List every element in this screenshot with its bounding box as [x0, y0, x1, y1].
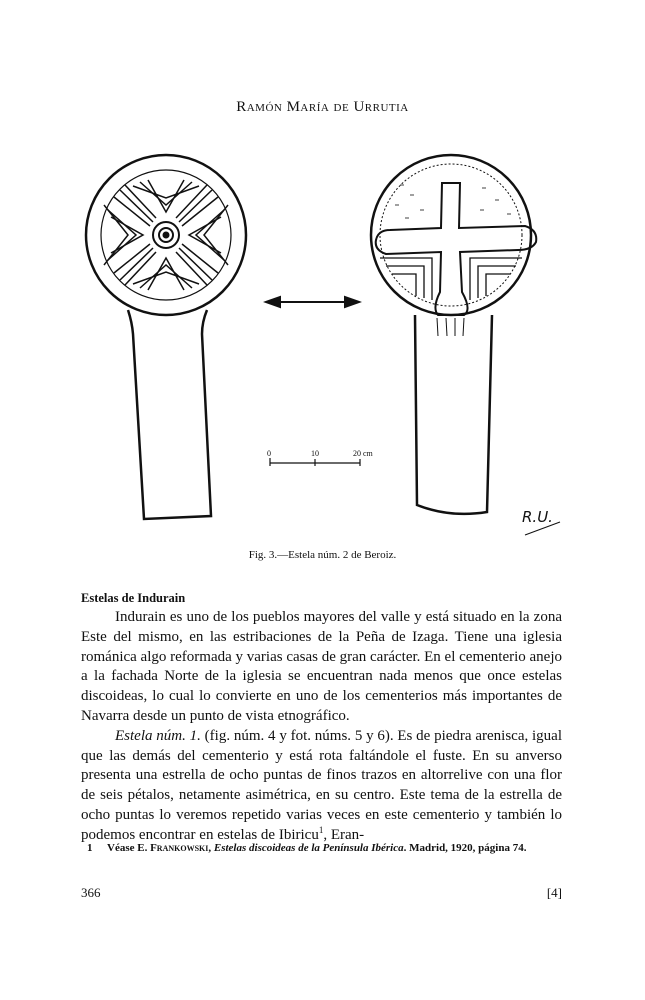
footnote-lead: Véase E.	[107, 842, 151, 854]
figure-stela-drawing	[70, 150, 580, 550]
stela-back	[371, 155, 536, 514]
footnote-title: Estelas discoideas de la Península Ibérica	[213, 842, 404, 854]
figure-caption: Fig. 3.—Estela núm. 2 de Beroiz.	[248, 549, 397, 561]
stela-illustration	[70, 150, 580, 550]
scale-label-0: 0	[267, 449, 271, 458]
scale-label-10: 10	[311, 449, 319, 458]
double-arrow	[266, 297, 359, 307]
stela-front	[86, 155, 246, 519]
section-heading: Estelas de Indurain	[81, 591, 186, 605]
scale-bar	[270, 458, 360, 466]
footnote-author: Frankowski	[150, 842, 209, 854]
paragraph-2-lead: Estela núm. 1.	[115, 727, 201, 744]
artist-signature: R.U.	[522, 508, 553, 526]
scale-label-20: 20 cm	[353, 449, 373, 458]
paragraph-2-text: (fig. núm. 4 y fot. núms. 5 y 6). Es de piedra arenisca, igual que las demás del cementerio y está rota faltándole el fuste. En su anverso presenta una estrella de ocho puntas de finos trazos en altorrelive con una flor de seis pétalos, netamente asimétrica, en su centro. Este tema de la estrella de ocho puntas lo veremos repetido varias veces en este cementerio y también lo podemos encontrar en estelas de Ibiricu	[81, 727, 563, 843]
page-section-ref: [4]	[546, 885, 562, 900]
running-head: Ramón María de Urrutia	[236, 99, 409, 115]
paragraph-2-end: , Eran-	[323, 826, 365, 843]
footnote-sep: ,	[208, 842, 214, 854]
paragraph-2	[81, 727, 562, 846]
footnote	[81, 841, 562, 855]
footnote-rest: . Madrid, 1920, página 74.	[403, 842, 527, 854]
page-number: 366	[81, 885, 101, 900]
body-text	[81, 608, 562, 846]
footnote-number: 1	[87, 842, 93, 854]
footnote-marker: 1	[318, 824, 324, 835]
paragraph-1: Indurain es uno de los pueblos mayores del valle y está situado en la zona Este del mismo, en las estribaciones de la Peña de Izaga. Tiene una iglesia románica algo reformada y varias casas de gran carácter. En el cementerio anejo a la fachada Norte de la iglesia se encuentran nada menos que once estelas discoideas, lo cual lo convierte en uno de los cementerios más importantes de Navarra desde un punto de vista etnográfico.	[81, 609, 562, 724]
